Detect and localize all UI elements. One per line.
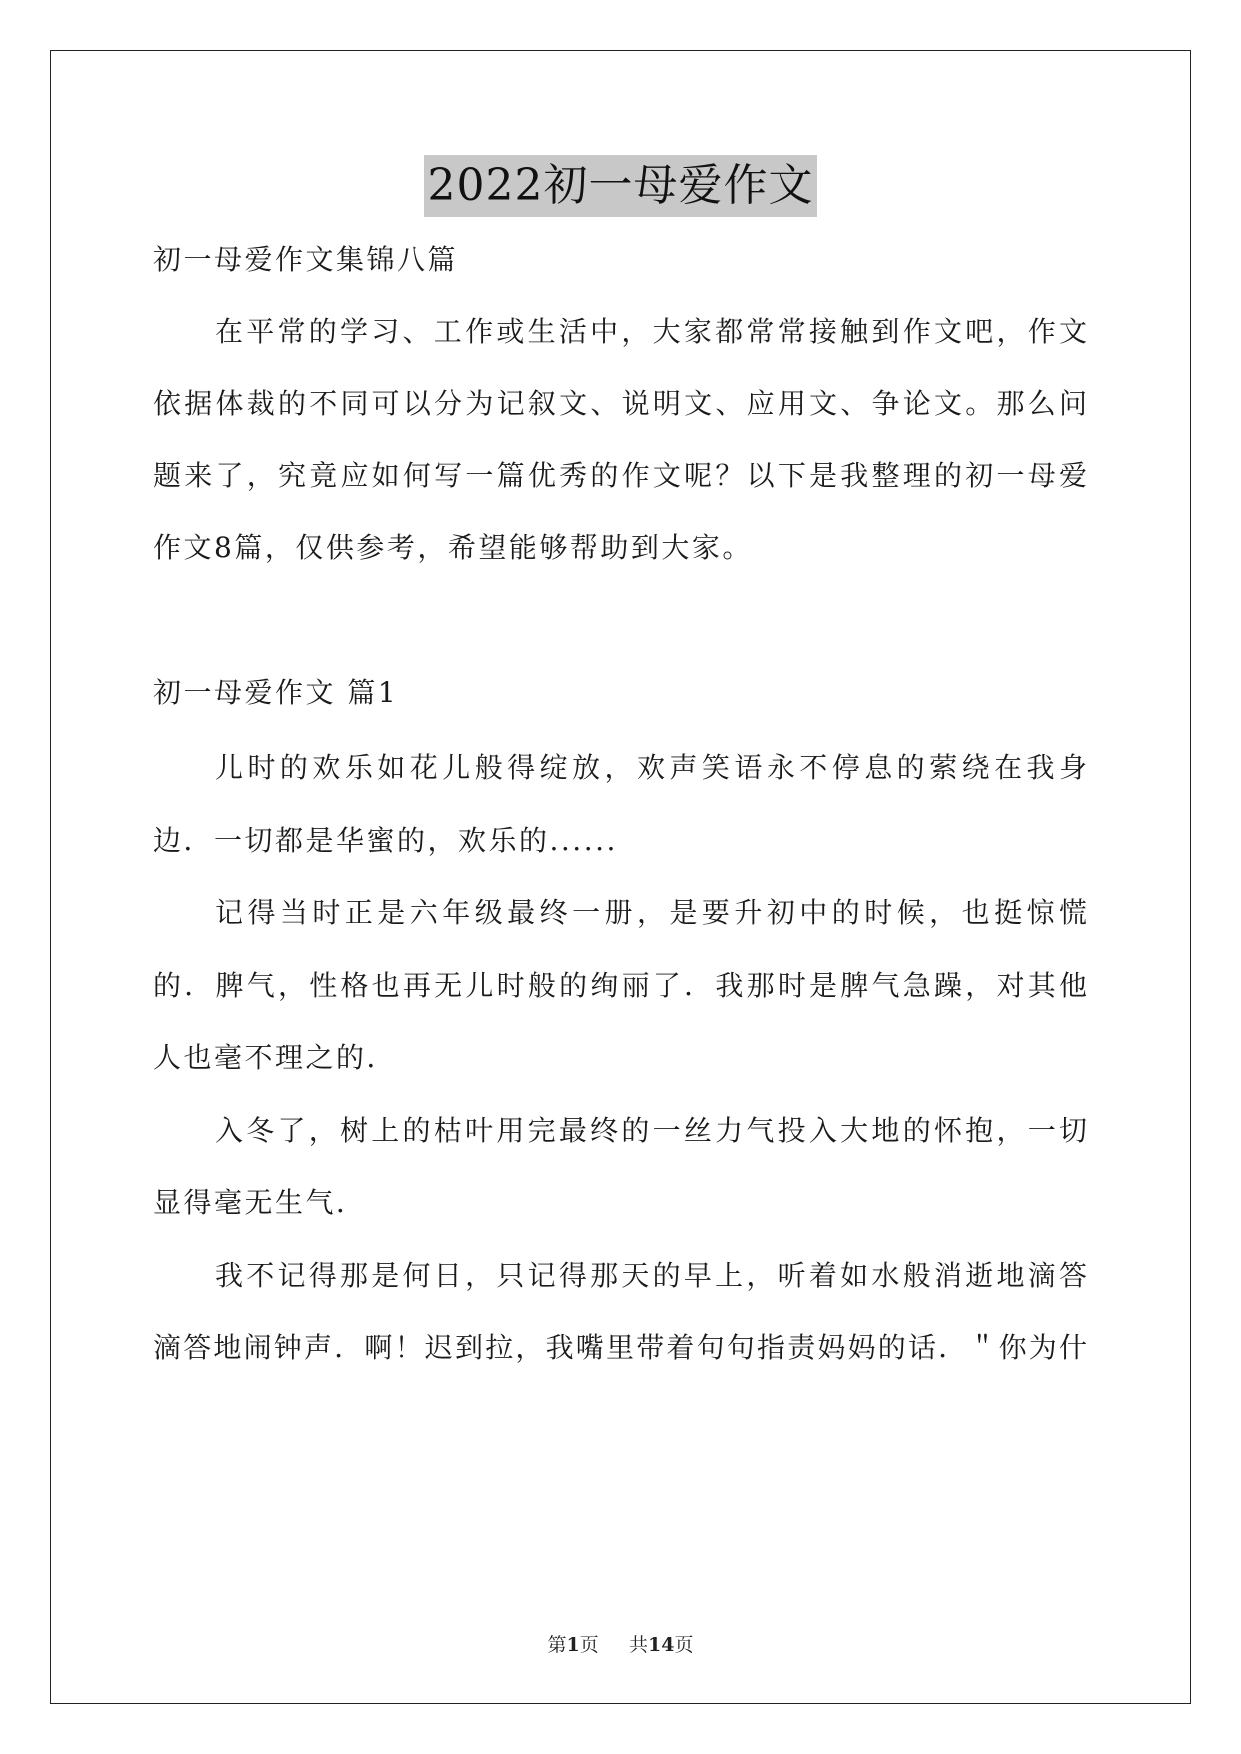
- document-title: 2022初一母爱作文: [424, 155, 818, 217]
- page-footer: [0, 1630, 1241, 1657]
- page-suffix: 页: [579, 1634, 599, 1656]
- page-number: 1: [566, 1634, 580, 1656]
- total-pages: 14: [648, 1634, 675, 1656]
- total-prefix: 共: [628, 1634, 648, 1656]
- document-subtitle: 初一母爱作文集锦八篇: [153, 243, 459, 276]
- section-heading: 初一母爱作文 篇1: [153, 676, 399, 709]
- page-prefix: 第: [547, 1634, 567, 1656]
- page-border: [50, 50, 1191, 1704]
- intro-line: 依据体裁的不同可以分为记叙文、说明文、应用文、争论文。那么问: [153, 387, 1087, 420]
- body-line: 滴答地闹钟声．啊！迟到拉，我嘴里带着句句指责妈妈的话．＂你为什: [153, 1331, 1087, 1364]
- body-line: 儿时的欢乐如花儿般得绽放，欢声笑语永不停息的萦绕在我身: [215, 751, 1087, 784]
- intro-line: 在平常的学习、工作或生活中，大家都常常接触到作文吧，作文: [215, 315, 1087, 348]
- body-line: 的．脾气，性格也再无儿时般的绚丽了．我那时是脾气急躁，对其他: [153, 969, 1087, 1002]
- body-line: 人也毫不理之的．: [153, 1041, 398, 1074]
- title-container: [0, 155, 1241, 217]
- body-line: 入冬了，树上的枯叶用完最终的一丝力气投入大地的怀抱，一切: [215, 1114, 1087, 1147]
- total-suffix: 页: [674, 1634, 694, 1656]
- body-line: 边．一切都是华蜜的，欢乐的......: [153, 824, 618, 857]
- intro-line: 作文8篇，仅供参考，希望能够帮助到大家。: [153, 531, 753, 564]
- intro-line: 题来了，究竟应如何写一篇优秀的作文呢？以下是我整理的初一母爱: [153, 459, 1087, 492]
- body-line: 记得当时正是六年级最终一册，是要升初中的时候，也挺惊慌: [215, 896, 1087, 929]
- body-line: 显得毫无生气．: [153, 1186, 367, 1219]
- body-line: 我不记得那是何日，只记得那天的早上，听着如水般消逝地滴答: [215, 1259, 1087, 1292]
